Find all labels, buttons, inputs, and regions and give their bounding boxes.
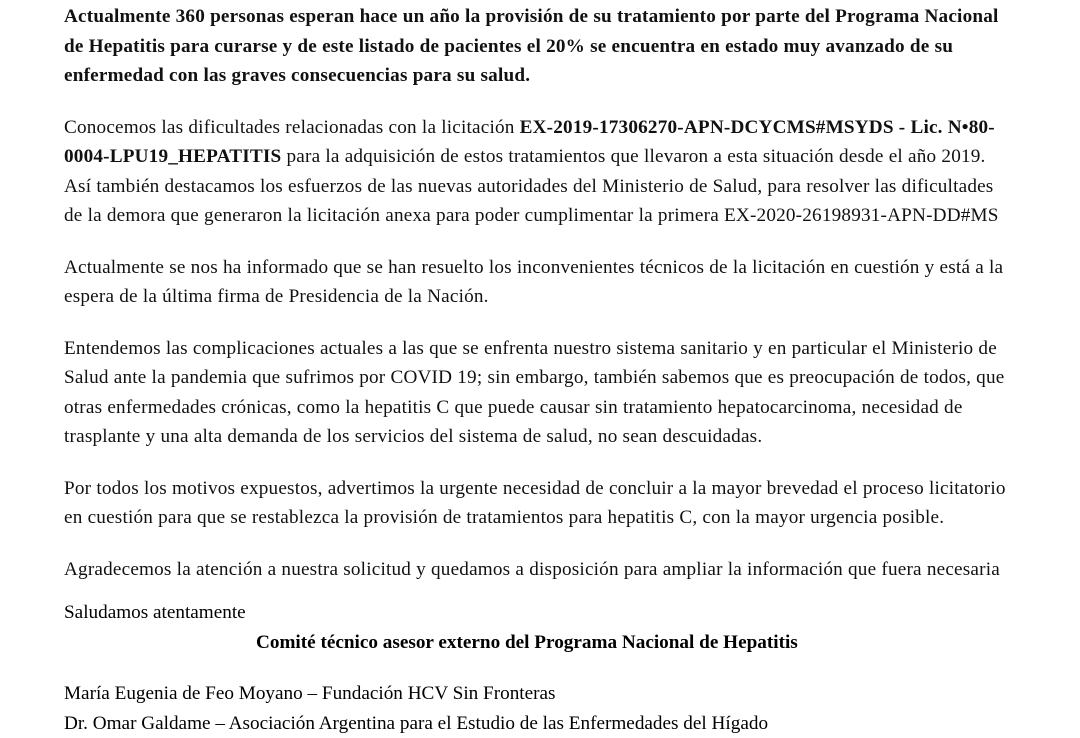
signers-list (64, 679, 1016, 738)
closing-salutation: Saludamos atentamente (64, 598, 1016, 628)
paragraph-tender (64, 113, 1016, 231)
paragraph-tender-before: Conocemos las dificultades relacionadas con la licitación (64, 117, 520, 138)
paragraph-request (64, 474, 1016, 533)
paragraph-lead (64, 2, 1016, 91)
closing-spacer (64, 584, 1016, 598)
paragraph-thanks-text: Agradecemos la atención a nuestra solicitud y quedamos a disposición para ampliar la información que fuera necesaria (64, 559, 1000, 580)
signer-line: Dr. Omar Galdame – Asociación Argentina para el Estudio de las Enfermedades del Hígado (64, 709, 1016, 738)
paragraph-thanks (64, 555, 1016, 585)
paragraph-tender-after: para la adquisición de estos tratamientos que llevaron a esta situación desde el año 2019. Así también destacamos los esfuerzos de las nuevas autoridades del Ministerio de Salud, para resolver las dificultades de la demora que generaron la licitación anexa para poder cumplimentar la primera EX-2020-26198931-APN-DD#MS (64, 146, 999, 226)
paragraph-pandemic (64, 334, 1016, 452)
paragraph-status-text: Actualmente se nos ha informado que se han resuelto los inconvenientes técnicos de la licitación en cuestión y está a la espera de la última firma de Presidencia de la Nación. (64, 257, 1003, 308)
expedient-number: EX-2019-17306270-APN-DCYCMS#MSYDS - Lic. N•80-0004-LPU19_HEPATITIS (64, 117, 995, 168)
paragraph-lead-text: Actualmente 360 personas esperan hace un año la provisión de su tratamiento por parte del Programa Nacional de Hepatitis para curarse y de este listado de pacientes el 20% se encuentra en estado muy avanzado de su enfermedad con las graves consecuencias para su salud. (64, 6, 999, 86)
paragraph-request-text: Por todos los motivos expuestos, advertimos la urgente necesidad de concluir a la mayor brevedad el proceso licitatorio en cuestión para que se restablezca la provisión de tratamientos para hepatitis C, con la mayor urgencia posible. (64, 478, 1006, 529)
paragraph-pandemic-text: Entendemos las complicaciones actuales a las que se enfrenta nuestro sistema sanitario y en particular el Ministerio de Salud ante la pandemia que sufrimos por COVID 19; sin embargo, también sabemos que es preocupación de todos, que otras enfermedades crónicas, como la hepatitis C que puede causar sin tratamiento hepatocarcinoma, necesidad de trasplante y una alta demanda de los servicios del sistema de salud, no sean descuidadas. (64, 338, 1004, 448)
document-body (64, 0, 1016, 738)
signer-line: María Eugenia de Feo Moyano – Fundación HCV Sin Fronteras (64, 679, 1016, 709)
paragraph-status (64, 253, 1016, 312)
committee-signature-line: Comité técnico asesor externo del Programa Nacional de Hepatitis (64, 628, 1016, 658)
